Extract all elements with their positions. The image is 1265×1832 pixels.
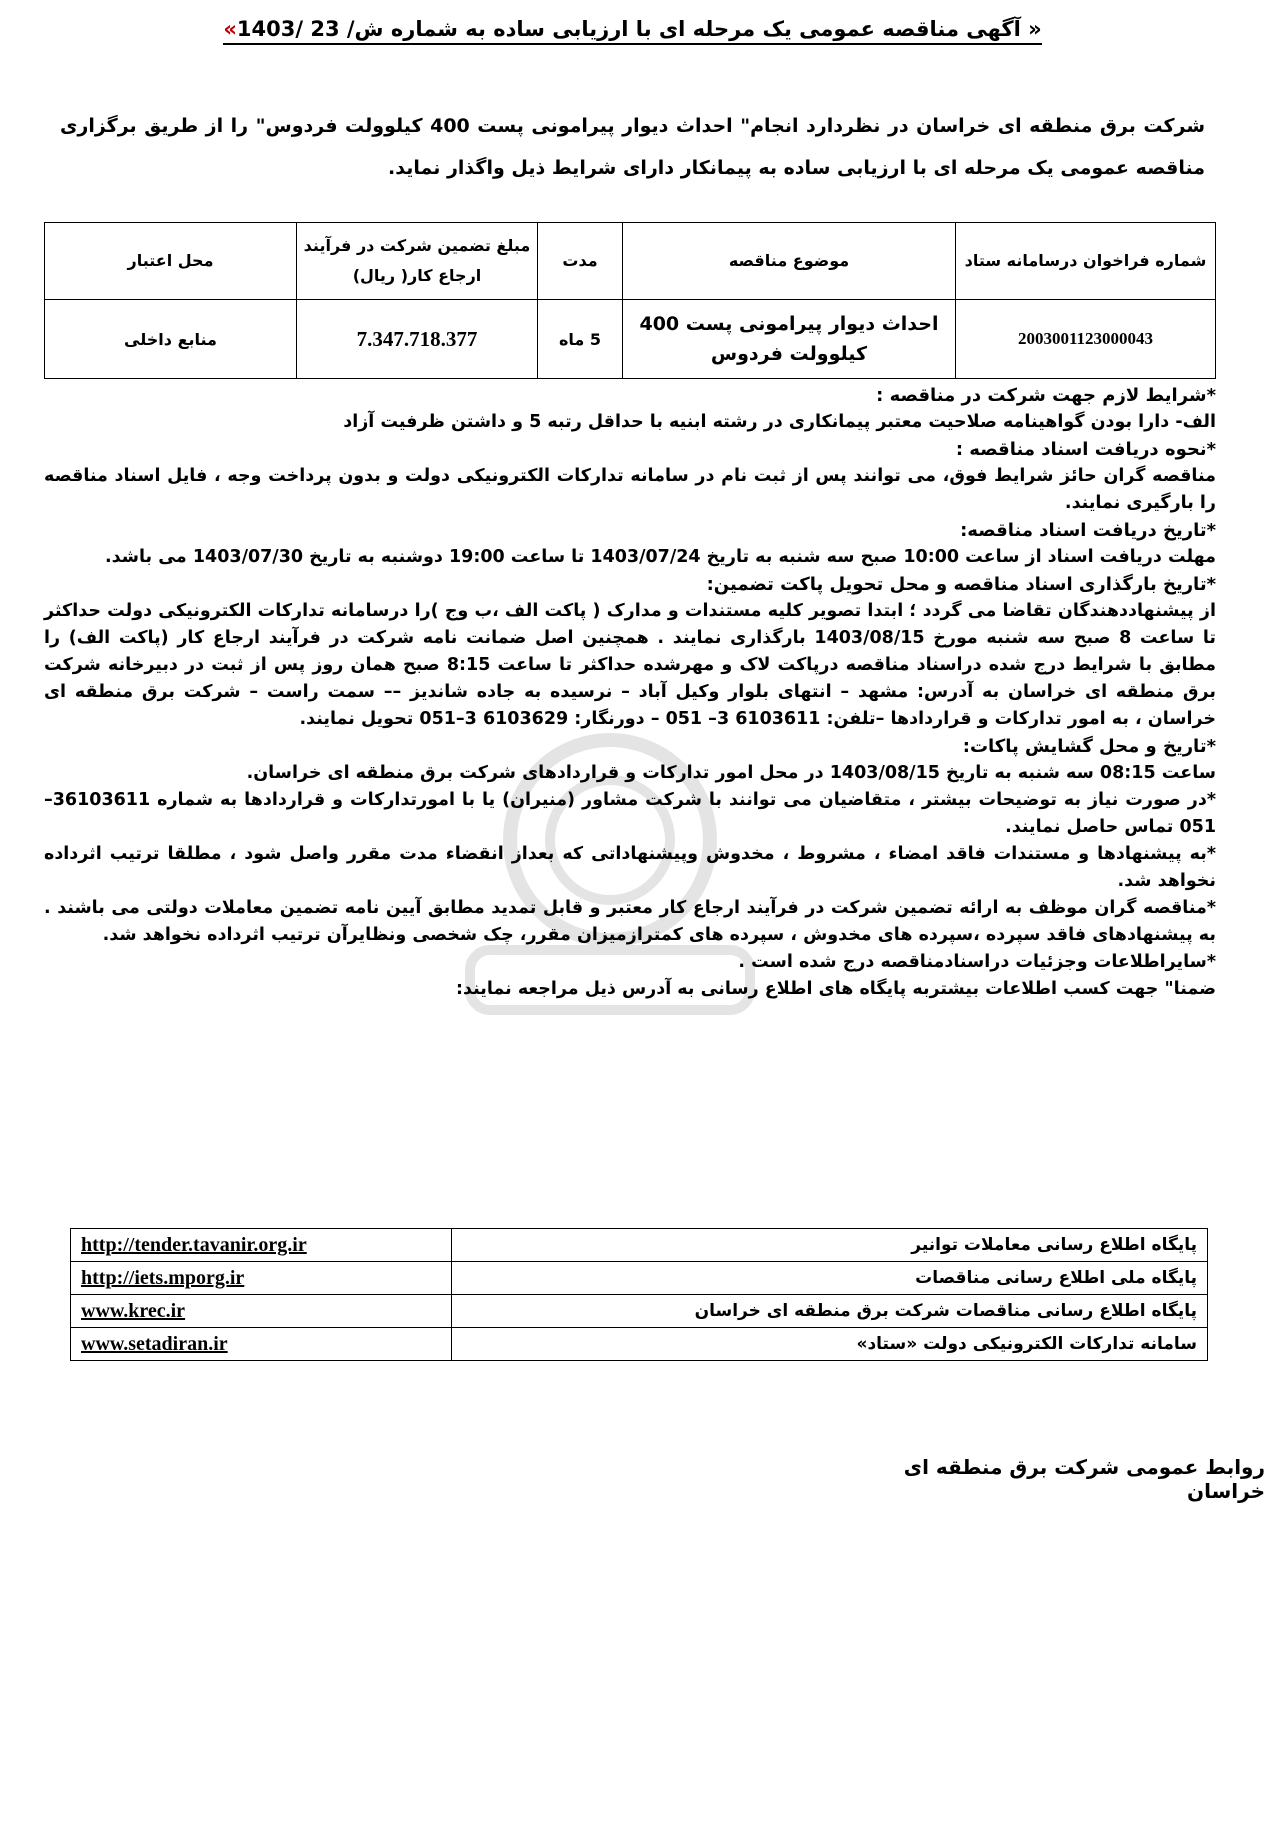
note-guarantee: *مناقصه گران موظف به ارائه تضمین شرکت در فرآیند ارجاع کار معتبر و قابل تمدید مطابق آیین نامه تضمین معاملات دولتی می باشند . به پیشنهادهای فاقد سپرده ،سپرده های مخدوش ، سپرده های کمترازمیزان مقرر، چک شخصی ونظایرآن ترتیب اثرداده نخواهد شد. xyxy=(44,898,1216,945)
title-text: آگهی مناقصه عمومی یک مرحله ای با ارزیابی ساده به شماره ش/ 23 /1403 » xyxy=(236,17,1042,41)
link-label: سامانه تدارکات الکترونیکی دولت «ستاد» xyxy=(452,1328,1208,1361)
header-duration: مدت xyxy=(538,223,623,300)
notice-body xyxy=(44,382,1216,1003)
note-invalid-offers: *به پیشنهادها و مستندات فاقد امضاء ، مشروط ، مخدوش وپیشنهاداتی که بعداز انقضاء مدت مقرر واصل شود ، مطلقا ترتیب اثرداده نخواهد شد. xyxy=(44,844,1216,891)
header-guarantee: مبلغ تضمین شرکت در فرآیند ارجاع کار( ریال) xyxy=(297,223,538,300)
upload-body: از پیشنهاددهندگان تقاضا می گردد ؛ ابتدا تصویر کلیه مستندات و مدارک ( پاکت الف ،ب وج )را درسامانه تدارکات الکترونیکی دولت حداکثر تا ساعت 8 صبح سه شنبه مورخ 1403/08/15 بارگذاری نمایند . همچنین اصل ضمانت نامه شرکت در فرآیند ارجاع کار (پاکت الف) را مطابق با شرایط درج شده دراسناد مناقصه درپاکت لاک و مهرشده حداکثر تا ساعت 8:15 صبح همان روز پس از ثبت در دبیرخانه شرکت برق منطقه ای خراسان به آدرس: مشهد – انتهای بلوار وکیل آباد – نرسیده به جاده شاندیز –– سمت راست – شرکت برق منطقه ای خراسان ، به امور تدارکات و قراردادها –تلفن: 6103611 3– 051 – دورنگار: 6103629 3–051 تحویل نمایند. xyxy=(44,601,1217,729)
notice-title-underline xyxy=(223,17,1041,45)
tender-duration: 5 ماه xyxy=(538,300,623,379)
title-quote-open: « xyxy=(223,17,237,41)
notice-title xyxy=(0,14,1265,44)
link-row xyxy=(71,1328,1208,1361)
link-label: پایگاه اطلاع رسانی معاملات توانیر xyxy=(452,1229,1208,1262)
link-label: پایگاه ملی اطلاع رسانی مناقصات xyxy=(452,1262,1208,1295)
setad-number: 2003001123000043 xyxy=(956,300,1216,379)
docs-date-title: *تاریخ دریافت اسناد مناقصه: xyxy=(960,520,1216,541)
intro-paragraph: شرکت برق منطقه ای خراسان در نظردارد انجام" احداث دیوار پیرامونی پست 400 کیلوولت فردوس" را از طریق برگزاری مناقصه عمومی یک مرحله ای با ارزیابی ساده به پیمانکار دارای شرایط ذیل واگذار نماید. xyxy=(60,115,1205,179)
header-subject: موضوع مناقصه xyxy=(623,223,956,300)
opening-body: ساعت 08:15 سه شنبه به تاریخ 1403/08/15 در محل امور تدارکات و قراردادهای شرکت برق منطقه ای خراسان. xyxy=(246,763,1216,783)
link-row xyxy=(71,1229,1208,1262)
footer-signature xyxy=(0,1455,1265,1503)
docs-method-body: مناقصه گران حائز شرایط فوق، می توانند پس از ثبت نام در سامانه تدارکات الکترونیکی دولت و بدون پرداخت وجه ، فایل اسناد مناقصه را بارگیری نمایند. xyxy=(44,466,1216,513)
conditions-title: *شرایط لازم جهت شرکت در مناقصه : xyxy=(876,385,1216,406)
link-label: پایگاه اطلاع رسانی مناقصات شرکت برق منطقه ای خراسان xyxy=(452,1295,1208,1328)
header-setad-number: شماره فراخوان درسامانه ستاد xyxy=(956,223,1216,300)
links-intro: ضمنا" جهت کسب اطلاعات بیشتربه پایگاه های اطلاع رسانی به آدرس ذیل مراجعه نمایند: xyxy=(456,979,1216,999)
link-url[interactable]: www.krec.ir xyxy=(71,1295,452,1328)
docs-date-body: مهلت دریافت اسناد از ساعت 10:00 صبح سه شنبه به تاریخ 1403/07/24 تا ساعت 19:00 دوشنبه به تاریخ 1403/07/30 می باشد. xyxy=(105,547,1216,567)
header-credit-source: محل اعتبار xyxy=(45,223,297,300)
spec-header-row xyxy=(45,223,1216,300)
guarantee-amount: 7.347.718.377 xyxy=(297,300,538,379)
opening-title: *تاریخ و محل گشایش پاکات: xyxy=(962,736,1216,757)
link-url[interactable]: www.setadiran.ir xyxy=(71,1328,452,1361)
conditions-body: الف- دارا بودن گواهینامه صلاحیت معتبر پیمانکاری در رشته ابنیه با حداقل رتبه 5 و داشتن ظرفیت آزاد xyxy=(343,412,1216,432)
credit-source: منابع داخلی xyxy=(45,300,297,379)
tender-subject: احداث دیوار پیرامونی پست 400 کیلوولت فردوس xyxy=(623,300,956,379)
link-row xyxy=(71,1262,1208,1295)
link-url[interactable]: http://tender.tavanir.org.ir xyxy=(71,1229,452,1262)
link-row xyxy=(71,1295,1208,1328)
docs-method-title: *نحوه دریافت اسناد مناقصه : xyxy=(955,439,1216,460)
link-url[interactable]: http://iets.mporg.ir xyxy=(71,1262,452,1295)
footer-text: روابط عمومی شرکت برق منطقه ای خراسان xyxy=(903,1455,1265,1503)
info-links-table xyxy=(70,1228,1208,1361)
tender-spec-table xyxy=(44,222,1216,379)
upload-title: *تاریخ بارگذاری اسناد مناقصه و محل تحویل پاکت تضمین: xyxy=(706,574,1216,595)
spec-data-row xyxy=(45,300,1216,379)
note-other-info: *سایراطلاعات وجزئیات دراسنادمناقصه درج شده است . xyxy=(738,952,1216,972)
note-contact: *در صورت نیاز به توضیحات بیشتر ، متقاضیان می توانند با شرکت مشاور (منیران) یا با امورتدارکات و قراردادها به شماره 36103611–051 تماس حاصل نمایند. xyxy=(44,790,1216,837)
